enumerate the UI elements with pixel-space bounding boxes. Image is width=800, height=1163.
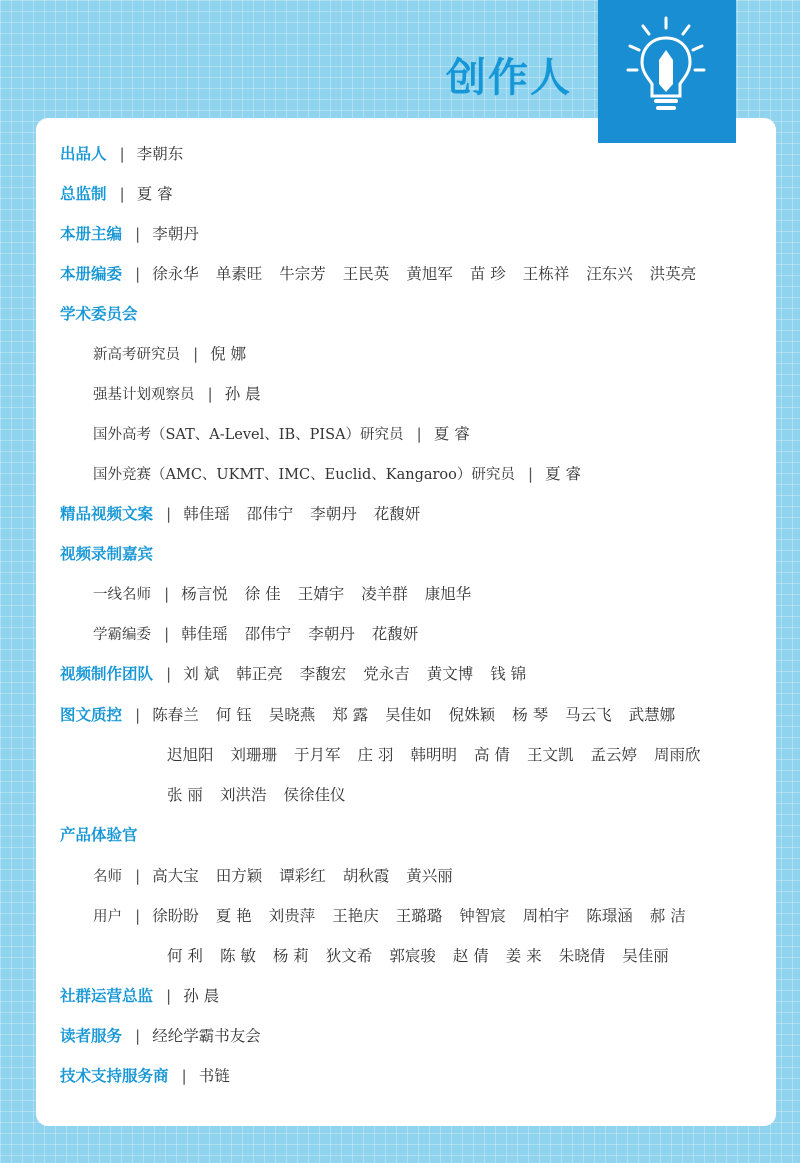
credit-row	[93, 382, 278, 406]
person-name: 黄兴丽	[406, 867, 453, 885]
credit-row	[93, 342, 263, 366]
person-name: 陈春兰	[152, 706, 199, 724]
role-label: 本册编委	[60, 265, 123, 283]
separator: |	[181, 1067, 187, 1085]
person-name: 刘 斌	[183, 665, 220, 683]
separator: |	[164, 585, 170, 603]
name-list	[434, 425, 487, 443]
person-name: 侯徐佳仪	[283, 786, 346, 804]
name-list	[152, 225, 216, 243]
person-name: 杨 莉	[272, 947, 309, 965]
person-name: 姜 来	[505, 947, 542, 965]
credit-row	[60, 662, 543, 686]
person-name: 党永吉	[363, 665, 410, 683]
credit-row	[60, 703, 692, 727]
name-list	[167, 786, 362, 804]
role-label: 产品体验官	[60, 826, 138, 844]
person-name: 周雨欣	[653, 746, 701, 764]
person-name: 于月军	[294, 746, 341, 764]
person-name: 郭宸骏	[389, 947, 436, 965]
name-list	[152, 907, 702, 925]
name-list	[183, 987, 236, 1005]
role-label: 读者服务	[60, 1027, 123, 1045]
separator: |	[135, 706, 141, 724]
name-list	[167, 746, 717, 764]
credit-row	[167, 743, 717, 767]
separator: |	[119, 185, 125, 203]
role-label: 出品人	[60, 145, 107, 163]
person-name: 武慧娜	[628, 706, 676, 724]
person-name: 洪英亮	[649, 265, 697, 283]
separator: |	[135, 907, 141, 925]
credit-row	[60, 823, 138, 847]
person-name: 高 倩	[474, 746, 510, 764]
separator: |	[135, 1027, 141, 1045]
role-label: 视频制作团队	[60, 665, 154, 683]
person-name: 李朝东	[136, 145, 184, 163]
person-name: 牛宗芳	[279, 265, 326, 283]
separator: |	[193, 345, 199, 363]
person-name: 狄文希	[325, 947, 373, 965]
person-name: 郑 露	[332, 706, 369, 724]
person-name: 单素旺	[215, 265, 263, 283]
person-name: 孟云婷	[590, 746, 637, 764]
person-name: 张 丽	[167, 786, 203, 804]
credit-row	[60, 984, 236, 1008]
role-label: 学术委员会	[60, 305, 138, 323]
name-list	[545, 465, 598, 483]
person-name: 何 钰	[215, 706, 252, 724]
person-name: 迟旭阳	[167, 746, 214, 764]
person-name: 钱 锦	[490, 665, 527, 683]
credit-row	[60, 302, 138, 326]
person-name: 花馥妍	[373, 505, 421, 523]
person-name: 赵 倩	[452, 947, 489, 965]
role-label: 技术支持服务商	[60, 1067, 169, 1085]
person-name: 朱晓倩	[558, 947, 606, 965]
person-name: 倪姝颖	[448, 706, 496, 724]
name-list	[137, 145, 201, 163]
person-name: 黄旭军	[406, 265, 453, 283]
person-name: 邵伟宁	[244, 625, 292, 643]
person-name: 夏 艳	[215, 907, 252, 925]
person-name: 刘珊珊	[230, 746, 278, 764]
role-label: 图文质控	[60, 706, 123, 724]
person-name: 书链	[198, 1067, 230, 1085]
sub-role-label: 名师	[93, 869, 122, 885]
name-list	[183, 665, 543, 683]
sub-role-label: 新高考研究员	[93, 347, 180, 363]
separator: |	[166, 987, 172, 1005]
person-name: 徐 佳	[244, 585, 281, 603]
person-name: 陈璟涵	[586, 907, 633, 925]
person-name: 谭彩红	[279, 867, 326, 885]
credit-row	[93, 582, 488, 606]
name-list	[167, 947, 686, 965]
person-name: 韩正亮	[236, 665, 283, 683]
person-name: 王文凯	[526, 746, 574, 764]
person-name: 倪 娜	[210, 345, 247, 363]
separator: |	[166, 505, 172, 523]
person-name: 杨 琴	[512, 706, 549, 724]
role-label: 社群运营总监	[60, 987, 154, 1005]
person-name: 李馥宏	[299, 665, 347, 683]
person-name: 王婧宇	[297, 585, 345, 603]
person-name: 高大宝	[152, 867, 199, 885]
person-name: 田方颖	[215, 867, 263, 885]
role-label: 精品视频文案	[60, 505, 154, 523]
person-name: 韩佳瑶	[183, 505, 230, 523]
credit-row	[60, 542, 153, 566]
person-name: 刘洪浩	[219, 786, 267, 804]
person-name: 周柏宇	[522, 907, 570, 925]
role-label: 视频录制嘉宾	[60, 545, 154, 563]
credit-row	[93, 864, 470, 888]
credit-row	[60, 142, 200, 166]
separator: |	[119, 145, 125, 163]
role-label: 本册主编	[60, 225, 123, 243]
person-name: 徐盼盼	[152, 907, 199, 925]
name-list	[199, 1067, 247, 1085]
name-list	[137, 185, 190, 203]
person-name: 夏 睿	[545, 465, 582, 483]
role-label: 总监制	[60, 185, 107, 203]
separator: |	[527, 465, 534, 483]
sub-role-label: 国外高考（SAT、A-Level、IB、PISA）研究员	[93, 427, 404, 443]
logo-box	[598, 0, 736, 143]
person-name: 凌羊群	[361, 585, 408, 603]
person-name: 李朝丹	[308, 625, 355, 643]
person-name: 经纶学霸书友会	[152, 1027, 261, 1045]
separator: |	[166, 665, 172, 683]
credit-row	[167, 783, 362, 807]
name-list	[210, 345, 263, 363]
page-title: 创作人	[446, 55, 572, 101]
person-name: 康旭华	[424, 585, 472, 603]
person-name: 王民英	[342, 265, 390, 283]
name-list	[152, 706, 692, 724]
separator: |	[207, 385, 213, 403]
person-name: 徐永华	[152, 265, 199, 283]
sub-role-label: 用户	[93, 909, 122, 925]
person-name: 黄文博	[426, 665, 474, 683]
person-name: 孙 晨	[183, 987, 220, 1005]
person-name: 马云飞	[565, 706, 612, 724]
person-name: 庄 羽	[357, 746, 394, 764]
credit-row	[60, 1024, 278, 1048]
person-name: 杨言悦	[181, 585, 228, 603]
person-name: 汪东兴	[586, 265, 633, 283]
person-name: 花馥妍	[371, 625, 419, 643]
person-name: 钟智宸	[459, 907, 506, 925]
name-list	[152, 265, 713, 283]
person-name: 吴佳丽	[622, 947, 669, 965]
person-name: 郝 洁	[649, 907, 686, 925]
credit-row	[60, 262, 713, 286]
person-name: 王艳庆	[332, 907, 379, 925]
person-name: 何 利	[167, 947, 203, 965]
separator: |	[135, 265, 141, 283]
person-name: 李朝丹	[310, 505, 357, 523]
person-name: 胡秋霞	[342, 867, 390, 885]
credit-row	[167, 944, 686, 968]
separator: |	[135, 225, 141, 243]
person-name: 王栋祥	[522, 265, 570, 283]
credit-row	[93, 422, 487, 446]
person-name: 吴佳如	[385, 706, 432, 724]
person-name: 吴晓燕	[268, 706, 316, 724]
name-list	[152, 867, 470, 885]
person-name: 刘贵萍	[268, 907, 316, 925]
name-list	[183, 505, 437, 523]
sub-role-label: 国外竞赛（AMC、UKMT、IMC、Euclid、Kangaroo）研究员	[93, 467, 515, 483]
credit-row	[60, 1064, 247, 1088]
name-list	[152, 1027, 278, 1045]
name-list	[225, 385, 278, 403]
sub-role-label: 一线名师	[93, 587, 151, 603]
credit-row	[60, 182, 190, 206]
person-name: 韩明明	[410, 746, 457, 764]
person-name: 陈 敏	[219, 947, 256, 965]
person-name: 邵伟宁	[246, 505, 294, 523]
separator: |	[135, 867, 141, 885]
person-name: 王璐璐	[395, 907, 443, 925]
separator: |	[164, 625, 170, 643]
name-list	[181, 585, 488, 603]
person-name: 苗 珍	[469, 265, 506, 283]
sub-role-label: 强基计划观察员	[93, 387, 195, 403]
person-name: 韩佳瑶	[181, 625, 228, 643]
person-name: 孙 晨	[224, 385, 261, 403]
name-list	[181, 625, 435, 643]
sub-role-label: 学霸编委	[93, 627, 151, 643]
person-name: 夏 睿	[136, 185, 173, 203]
person-name: 李朝丹	[152, 225, 199, 243]
credit-row	[93, 904, 703, 928]
credit-row	[93, 622, 435, 646]
credit-row	[93, 462, 598, 486]
credit-row	[60, 502, 437, 526]
separator: |	[416, 425, 422, 443]
person-name: 夏 睿	[433, 425, 470, 443]
lightbulb-pencil-icon	[598, 0, 736, 143]
credit-row	[60, 222, 216, 246]
